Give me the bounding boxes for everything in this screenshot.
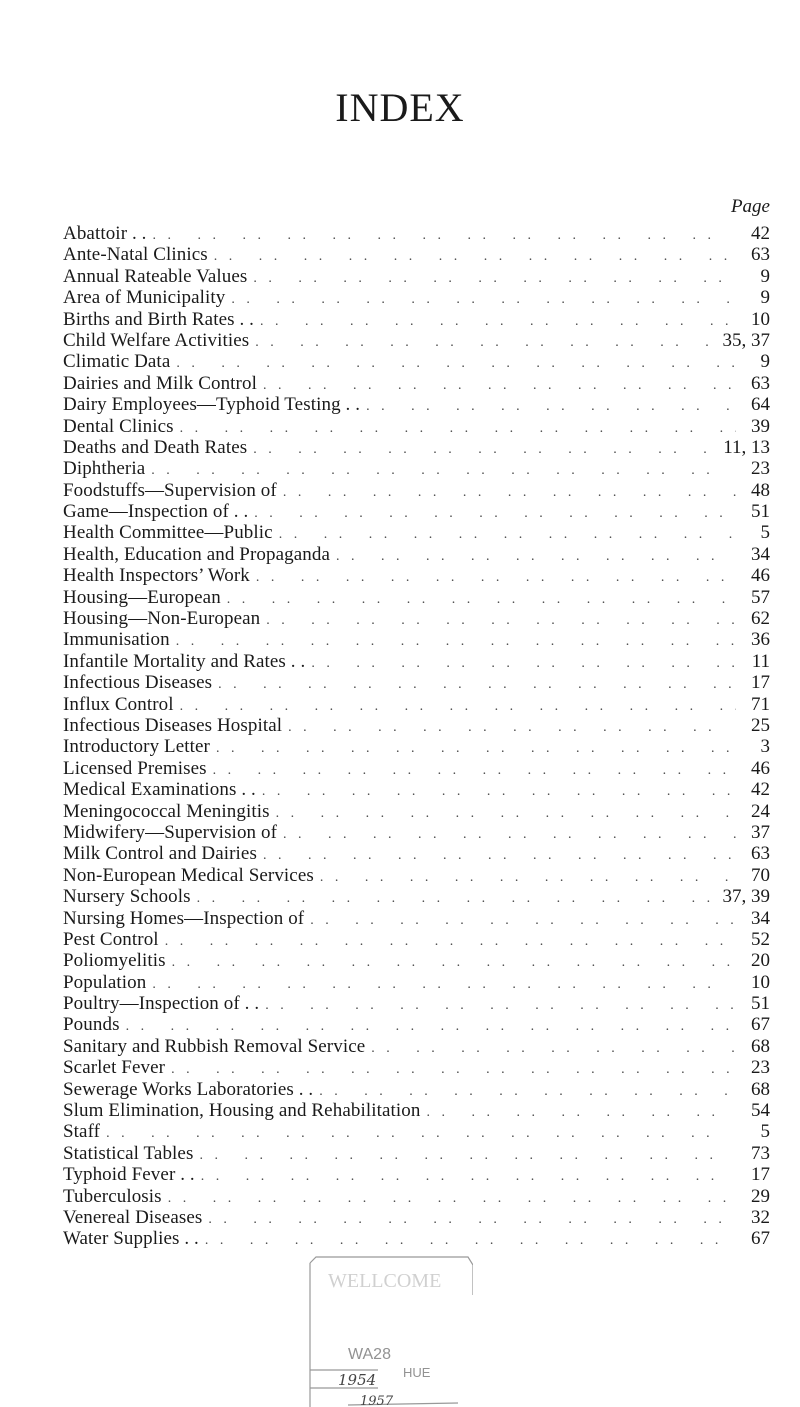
index-entry-label: Foodstuffs—Supervision of bbox=[63, 479, 277, 501]
index-entry-label: Nursery Schools bbox=[63, 886, 191, 908]
index-entry-page: 51 bbox=[751, 501, 770, 523]
index-entry bbox=[63, 886, 770, 907]
index-entry-page: 17 bbox=[751, 1164, 770, 1186]
dot-leader bbox=[426, 1102, 736, 1123]
index-entry bbox=[63, 544, 770, 565]
index-entry-page: 17 bbox=[751, 672, 770, 694]
stamp-line-1: WELLCOME bbox=[328, 1270, 442, 1292]
index-entry-page: 3 bbox=[760, 736, 770, 758]
index-entry bbox=[63, 993, 770, 1014]
index-entry-label: Poliomyelitis bbox=[63, 950, 166, 972]
index-entry-label: Housing—European bbox=[63, 586, 221, 608]
dot-leader bbox=[262, 781, 736, 802]
index-entry bbox=[63, 950, 770, 971]
dot-leader bbox=[176, 631, 736, 652]
index-entry-page: 9 bbox=[760, 351, 770, 373]
index-entry bbox=[63, 715, 770, 736]
dot-leader bbox=[231, 289, 736, 310]
index-entry-label: Ante-Natal Clinics bbox=[63, 244, 208, 266]
index-entry-page: 11, 13 bbox=[723, 436, 770, 458]
index-entry-label: Introductory Letter bbox=[63, 736, 210, 758]
index-entry-page: 68 bbox=[751, 1035, 770, 1057]
index-entry-page: 23 bbox=[751, 1057, 770, 1079]
index-entry-label: Influx Control bbox=[63, 693, 174, 715]
index-entry-page: 42 bbox=[751, 779, 770, 801]
index-entry-label: Immunisation bbox=[63, 629, 170, 651]
index-entry bbox=[63, 608, 770, 629]
index-entry bbox=[63, 1121, 770, 1142]
index-entry-label: Poultry—Inspection of . . bbox=[63, 993, 260, 1015]
index-entry bbox=[63, 758, 770, 779]
index-entry-label: Infantile Mortality and Rates . . bbox=[63, 650, 306, 672]
index-entry bbox=[63, 223, 770, 244]
index-entry-label: Tuberculosis bbox=[63, 1185, 162, 1207]
dot-leader bbox=[283, 482, 736, 503]
index-entry-page: 52 bbox=[751, 928, 770, 950]
index-entry-page: 39 bbox=[751, 415, 770, 437]
dot-leader bbox=[263, 375, 736, 396]
dot-leader bbox=[310, 910, 736, 931]
index-entry-label: Medical Examinations . . bbox=[63, 779, 256, 801]
index-entry-page: 67 bbox=[751, 1014, 770, 1036]
index-entry bbox=[63, 1036, 770, 1057]
index-entry-page: 70 bbox=[751, 864, 770, 886]
stamp-handwriting-1: 1954 bbox=[338, 1371, 377, 1389]
index-entry bbox=[63, 801, 770, 822]
index-entry bbox=[63, 629, 770, 650]
index-entry-page: 34 bbox=[751, 543, 770, 565]
index-entry-label: Typhoid Fever . . bbox=[63, 1164, 195, 1186]
index-entry bbox=[63, 501, 770, 522]
dot-leader bbox=[172, 952, 736, 973]
index-entry bbox=[63, 908, 770, 929]
dot-leader bbox=[180, 696, 736, 717]
index-entry-label: Diphtheria bbox=[63, 458, 146, 480]
index-entry bbox=[63, 522, 770, 543]
index-entry-label: Climatic Data bbox=[63, 351, 171, 373]
dot-leader bbox=[253, 439, 717, 460]
index-entry bbox=[63, 1079, 770, 1100]
index-entry bbox=[63, 779, 770, 800]
index-entry bbox=[63, 1186, 770, 1207]
index-entry-page: 48 bbox=[751, 479, 770, 501]
dot-leader bbox=[152, 974, 736, 995]
stamp-line-3: HUE bbox=[403, 1365, 431, 1380]
dot-leader bbox=[106, 1123, 736, 1144]
index-entry-label: Game—Inspection of . . bbox=[63, 501, 249, 523]
index-entry-label: Annual Rateable Values bbox=[63, 265, 248, 287]
index-entry bbox=[63, 287, 770, 308]
dot-leader bbox=[319, 1081, 736, 1102]
index-entry bbox=[63, 972, 770, 993]
index-entry-label: Health Committee—Public bbox=[63, 522, 273, 544]
index-entry bbox=[63, 309, 770, 330]
index-entry bbox=[63, 736, 770, 757]
index-entry-label: Housing—Non-European bbox=[63, 608, 261, 630]
index-entry-label: Pounds bbox=[63, 1014, 120, 1036]
index-entry bbox=[63, 1164, 770, 1185]
index-entry-label: Dairies and Milk Control bbox=[63, 372, 257, 394]
dot-leader bbox=[253, 268, 736, 289]
index-entry-label: Health, Education and Propaganda bbox=[63, 543, 331, 565]
index-entry-page: 57 bbox=[751, 586, 770, 608]
index-list bbox=[63, 223, 770, 1250]
index-entry-label: Infectious Diseases Hospital bbox=[63, 714, 283, 736]
index-entry bbox=[63, 351, 770, 372]
index-entry-label: Dental Clinics bbox=[63, 415, 174, 437]
index-entry-page: 37, 39 bbox=[722, 886, 770, 908]
dot-leader bbox=[366, 396, 736, 417]
index-entry-label: Non-European Medical Services bbox=[63, 864, 314, 886]
index-entry-label: Dairy Employees—Typhoid Testing . . bbox=[63, 394, 361, 416]
dot-leader bbox=[168, 1188, 736, 1209]
dot-leader bbox=[263, 845, 736, 866]
dot-leader bbox=[201, 1166, 736, 1187]
index-entry bbox=[63, 437, 770, 458]
index-entry-label: Sewerage Works Laboratories . . bbox=[63, 1078, 314, 1100]
dot-leader bbox=[153, 225, 736, 246]
dot-leader bbox=[197, 888, 717, 909]
index-entry-page: 35, 37 bbox=[722, 329, 770, 351]
dot-leader bbox=[213, 760, 736, 781]
index-entry bbox=[63, 651, 770, 672]
index-entry-label: Abattoir . . bbox=[63, 223, 147, 244]
dot-leader bbox=[265, 995, 736, 1016]
dot-leader bbox=[276, 803, 736, 824]
index-entry-label: Population bbox=[63, 971, 147, 993]
index-entry-page: 37 bbox=[751, 821, 770, 843]
index-entry-label: Statistical Tables bbox=[63, 1142, 194, 1164]
dot-leader bbox=[283, 824, 736, 845]
dot-leader bbox=[266, 610, 736, 631]
index-entry bbox=[63, 373, 770, 394]
dot-leader bbox=[320, 867, 736, 888]
dot-leader bbox=[279, 524, 736, 545]
stamp-line-2: WA28 bbox=[348, 1346, 391, 1363]
index-entry-page: 42 bbox=[751, 223, 770, 244]
index-entry-page: 67 bbox=[751, 1228, 770, 1250]
library-stamp bbox=[308, 1255, 473, 1407]
index-entry bbox=[63, 266, 770, 287]
index-entry-page: 34 bbox=[751, 907, 770, 929]
dot-leader bbox=[214, 246, 736, 267]
dot-leader bbox=[260, 311, 736, 332]
index-entry bbox=[63, 458, 770, 479]
index-entry bbox=[63, 416, 770, 437]
index-entry bbox=[63, 480, 770, 501]
index-entry bbox=[63, 865, 770, 886]
index-entry-page: 10 bbox=[751, 308, 770, 330]
index-entry-label: Venereal Diseases bbox=[63, 1206, 203, 1228]
dot-leader bbox=[371, 1038, 736, 1059]
index-entry-label: Licensed Premises bbox=[63, 757, 207, 779]
index-entry-label: Child Welfare Activities bbox=[63, 329, 250, 351]
page-title: INDEX bbox=[335, 85, 465, 130]
index-entry-label: Midwifery—Supervision of bbox=[63, 821, 278, 843]
index-entry-page: 29 bbox=[751, 1185, 770, 1207]
index-entry-page: 46 bbox=[751, 565, 770, 587]
index-entry-label: Infectious Diseases bbox=[63, 672, 213, 694]
index-entry-label: Milk Control and Dairies bbox=[63, 843, 257, 865]
index-entry bbox=[63, 587, 770, 608]
index-entry-page: 9 bbox=[760, 265, 770, 287]
stamp-handwriting-2: 1957 bbox=[360, 1394, 394, 1407]
index-entry-label: Pest Control bbox=[63, 928, 159, 950]
dot-leader bbox=[255, 332, 716, 353]
dot-leader bbox=[126, 1016, 736, 1037]
dot-leader bbox=[227, 589, 736, 610]
index-entry-page: 73 bbox=[751, 1142, 770, 1164]
index-entry-page: 20 bbox=[751, 950, 770, 972]
index-entry-label: Water Supplies . . bbox=[63, 1228, 199, 1250]
page-column-header: Page bbox=[730, 196, 770, 217]
index-entry-page: 63 bbox=[751, 843, 770, 865]
dot-leader bbox=[288, 717, 736, 738]
index-entry bbox=[63, 1207, 770, 1228]
index-entry-page: 10 bbox=[751, 971, 770, 993]
index-entry-label: Nursing Homes—Inspection of bbox=[63, 907, 305, 929]
dot-leader bbox=[171, 1059, 736, 1080]
index-entry-page: 23 bbox=[751, 458, 770, 480]
index-entry bbox=[63, 394, 770, 415]
index-entry bbox=[63, 244, 770, 265]
index-entry bbox=[63, 1014, 770, 1035]
dot-leader bbox=[311, 653, 736, 674]
dot-leader bbox=[256, 567, 736, 588]
dot-leader bbox=[205, 1230, 736, 1251]
index-entry-page: 63 bbox=[751, 372, 770, 394]
index-entry bbox=[63, 822, 770, 843]
index-entry-page: 68 bbox=[751, 1078, 770, 1100]
index-entry bbox=[63, 1100, 770, 1121]
index-entry bbox=[63, 565, 770, 586]
index-entry-page: 24 bbox=[751, 800, 770, 822]
index-entry-label: Sanitary and Rubbish Removal Service bbox=[63, 1035, 366, 1057]
index-entry bbox=[63, 1057, 770, 1078]
dot-leader bbox=[180, 418, 736, 439]
index-entry bbox=[63, 672, 770, 693]
index-entry-page: 62 bbox=[751, 608, 770, 630]
dot-leader bbox=[199, 1145, 736, 1166]
index-entry-page: 63 bbox=[751, 244, 770, 266]
index-entry-label: Meningococcal Meningitis bbox=[63, 800, 270, 822]
index-entry-label: Deaths and Death Rates bbox=[63, 436, 248, 458]
index-entry-label: Area of Municipality bbox=[63, 287, 226, 309]
index-entry bbox=[63, 1228, 770, 1249]
index-entry-page: 9 bbox=[760, 287, 770, 309]
dot-leader bbox=[216, 738, 736, 759]
index-entry-page: 36 bbox=[751, 629, 770, 651]
index-entry bbox=[63, 330, 770, 351]
index-entry-label: Health Inspectors’ Work bbox=[63, 565, 250, 587]
index-entry-label: Staff bbox=[63, 1121, 101, 1143]
index-entry-page: 5 bbox=[760, 522, 770, 544]
index-entry-page: 71 bbox=[751, 693, 770, 715]
index-entry-page: 5 bbox=[760, 1121, 770, 1143]
index-entry bbox=[63, 694, 770, 715]
index-entry-page: 46 bbox=[751, 757, 770, 779]
index-entry-page: 64 bbox=[751, 394, 770, 416]
dot-leader bbox=[151, 460, 736, 481]
index-entry-label: Births and Birth Rates . . bbox=[63, 308, 255, 330]
index-entry-page: 11 bbox=[751, 650, 770, 672]
index-entry-page: 25 bbox=[751, 714, 770, 736]
index-entry-page: 51 bbox=[751, 993, 770, 1015]
dot-leader bbox=[218, 674, 736, 695]
index-entry bbox=[63, 843, 770, 864]
index-entry-page: 54 bbox=[751, 1100, 770, 1122]
index-entry-page: 32 bbox=[751, 1206, 770, 1228]
dot-leader bbox=[176, 353, 736, 374]
dot-leader bbox=[165, 931, 736, 952]
dot-leader bbox=[254, 503, 736, 524]
index-entry bbox=[63, 929, 770, 950]
dot-leader bbox=[208, 1209, 736, 1230]
index-entry-label: Slum Elimination, Housing and Rehabilitation bbox=[63, 1100, 421, 1122]
index-entry-label: Scarlet Fever bbox=[63, 1057, 166, 1079]
dot-leader bbox=[336, 546, 736, 567]
index-entry bbox=[63, 1143, 770, 1164]
